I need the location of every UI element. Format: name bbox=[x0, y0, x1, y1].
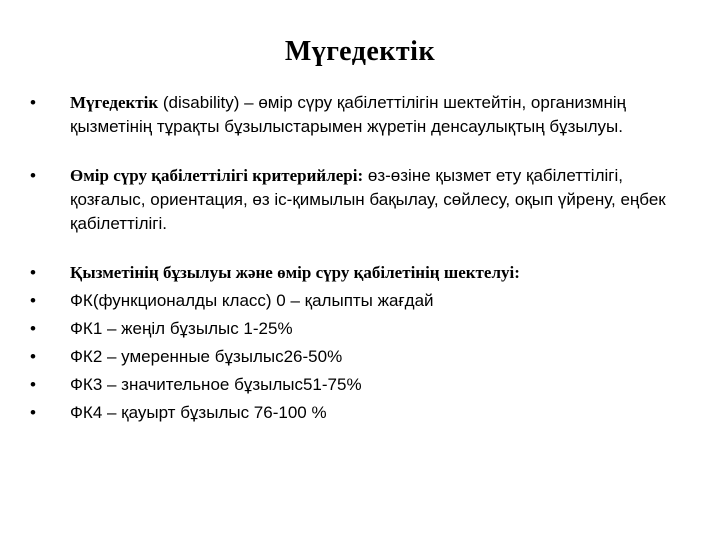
bullet-list bbox=[30, 91, 690, 429]
bullet-item-limitation-heading bbox=[30, 261, 690, 285]
slide-title: Мүгедектік bbox=[284, 36, 436, 67]
criteria-text: өз-өзіне қызмет ету қабілеттілігі, қозғалыс, ориентация, өз іс-қимылын бақылау, сөйлесу, оқып үйрену, еңбек қабілеттілігі. bbox=[70, 166, 666, 233]
fk4-text: ФК4 – қауырт бұзылыс 76-100 % bbox=[70, 403, 327, 422]
bullet-dot-icon: • bbox=[30, 263, 36, 282]
fk3-text: ФК3 – значительное бұзылыс51-75% bbox=[70, 375, 362, 394]
bullet-item-fk2 bbox=[30, 345, 690, 369]
bullet-item-fk1 bbox=[30, 317, 690, 341]
fk1-text: ФК1 – жеңіл бұзылыс 1-25% bbox=[70, 319, 293, 338]
term-bold: Мүгедектік bbox=[70, 93, 159, 112]
fk2-text: ФК2 – умеренные бұзылыс26-50% bbox=[70, 347, 343, 366]
bullet-dot-icon: • bbox=[30, 347, 36, 366]
bullet-item-fk4 bbox=[30, 401, 690, 425]
bullet-item-fk3 bbox=[30, 373, 690, 397]
bullet-item-criteria bbox=[30, 164, 690, 236]
fk0-text: ФК(функционалды класс) 0 – қалыпты жағдай bbox=[70, 291, 434, 310]
bullet-item-definition bbox=[30, 91, 690, 139]
limitation-heading-bold: Қызметінің бұзылуы және өмір сүру қабілетінің шектелуі: bbox=[70, 263, 520, 282]
bullet-dot-icon: • bbox=[30, 319, 36, 338]
bullet-item-fk0 bbox=[30, 289, 690, 313]
definition-text: (disability) – өмір сүру қабілеттілігін шектейтін, организмнің қызметінің тұрақты бұзылыстарымен жүретін денсаулықтың бұзылуы. bbox=[70, 93, 627, 136]
criteria-bold: Өмір сүру қабілеттілігі критерийлері: bbox=[70, 166, 364, 185]
bullet-dot-icon: • bbox=[30, 375, 36, 394]
bullet-dot-icon: • bbox=[30, 291, 36, 310]
bullet-dot-icon: • bbox=[30, 166, 36, 185]
bullet-dot-icon: • bbox=[30, 403, 36, 422]
bullet-dot-icon: • bbox=[30, 93, 36, 112]
